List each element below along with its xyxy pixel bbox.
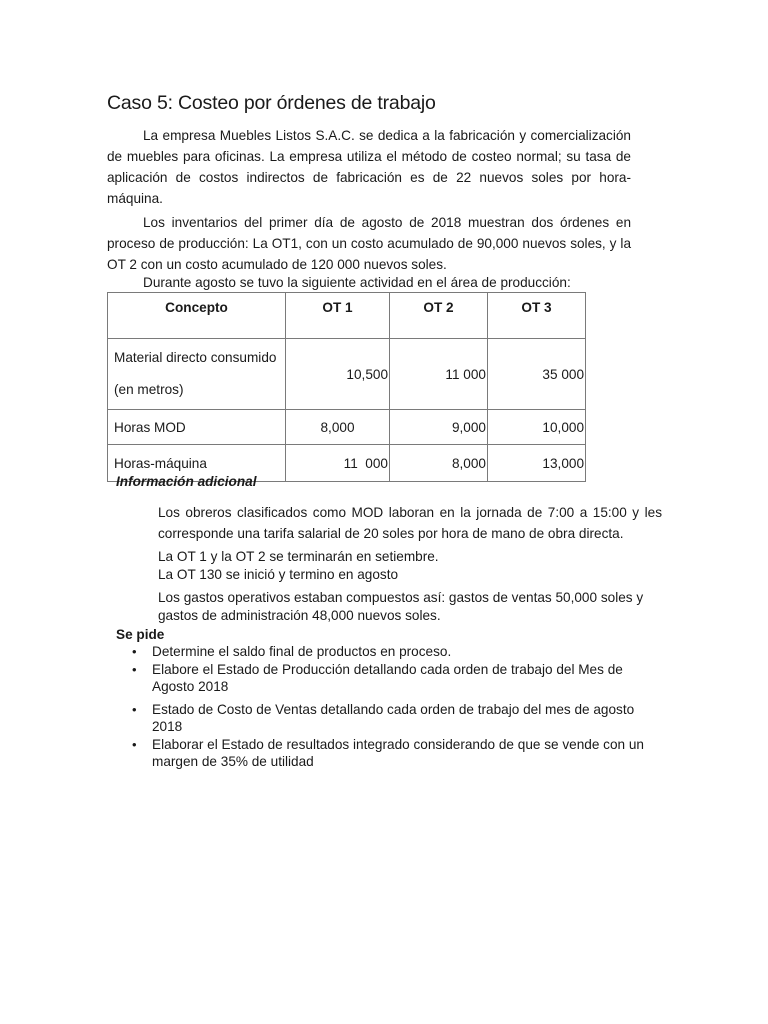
- cell-ot1: 8,000: [286, 410, 390, 445]
- request-heading: Se pide: [116, 627, 165, 642]
- cell-ot1: 11 000: [286, 445, 390, 482]
- row-concept-material: [108, 339, 286, 410]
- bullet-icon: •: [132, 644, 137, 659]
- additional-info-heading: Información adicional: [116, 474, 257, 489]
- cell-ot2: 11 000: [390, 339, 488, 410]
- header-ot1: OT 1: [286, 293, 390, 339]
- bullet-icon: •: [132, 737, 137, 752]
- cell-ot3: 10,000: [488, 410, 586, 445]
- list-item-text: Estado de Costo de Ventas detallando cada orden de trabajo del mes de agosto 2018: [152, 702, 635, 734]
- case-title: Caso 5: Costeo por órdenes de trabajo: [107, 92, 436, 114]
- cell-ot1: 10,500: [286, 339, 390, 410]
- header-ot3: OT 3: [488, 293, 586, 339]
- activity-paragraph: Durante agosto se tuvo la siguiente actividad en el área de producción:: [143, 275, 571, 290]
- inventory-paragraph: Los inventarios del primer día de agosto de 2018 muestran dos órdenes en proceso de producción: La OT1, con un costo acumulado de 90,000 nuevos soles, y la OT 2 con un costo acumulado de 120 000 nuevos soles.: [107, 215, 631, 272]
- concept-line1: Material directo consumido: [114, 350, 277, 365]
- info-orders-line2: La OT 130 se inició y termino en agosto: [158, 567, 399, 582]
- production-activity-table: [107, 292, 586, 482]
- list-item: [132, 736, 662, 770]
- info-paragraph-mod: Los obreros clasificados como MOD laboran en la jornada de 7:00 a 15:00 y les corresponde una tarifa salarial de 20 soles por hora de mano de obra directa.: [158, 505, 662, 541]
- list-item-text: Elabore el Estado de Producción detallando cada orden de trabajo del Mes de Agosto 2018: [152, 662, 623, 694]
- info-orders-line1: La OT 1 y la OT 2 se terminarán en setiembre.: [158, 549, 439, 564]
- cell-ot3: 13,000: [488, 445, 586, 482]
- bullet-icon: •: [132, 702, 137, 717]
- list-item-text: Determine el saldo final de productos en proceso.: [152, 644, 452, 659]
- cell-ot2: 8,000: [390, 445, 488, 482]
- cell-ot2: 9,000: [390, 410, 488, 445]
- row-concept-horas-mod: Horas MOD: [108, 410, 286, 445]
- table-header-row: [108, 293, 586, 339]
- info-paragraph-expenses: Los gastos operativos estaban compuestos así: gastos de ventas 50,000 soles y gastos de administración 48,000 nuevos soles.: [158, 590, 644, 623]
- list-item: [132, 701, 662, 735]
- intro-paragraph: La empresa Muebles Listos S.A.C. se dedica a la fabricación y comercialización de muebles para oficinas. La empresa utiliza el método de costeo normal; su tasa de aplicación de costos indirectos de fabricación es de 22 nuevos soles por hora-máquina.: [107, 128, 631, 206]
- concept-line2: (en metros): [114, 382, 184, 397]
- list-item: [132, 643, 662, 660]
- table-row: [108, 410, 586, 445]
- cell-ot3: 35 000: [488, 339, 586, 410]
- list-item-text: Elaborar el Estado de resultados integrado considerando de que se vende con un margen de 35% de utilidad: [152, 737, 644, 769]
- list-item: [132, 661, 662, 695]
- header-ot2: OT 2: [390, 293, 488, 339]
- row-concept-horas-maquina: Horas-máquina: [108, 445, 286, 482]
- request-list: [132, 643, 662, 771]
- info-paragraph-orders: [158, 548, 662, 584]
- table-row: [108, 339, 586, 410]
- header-concepto: Concepto: [108, 293, 286, 339]
- bullet-icon: •: [132, 662, 137, 677]
